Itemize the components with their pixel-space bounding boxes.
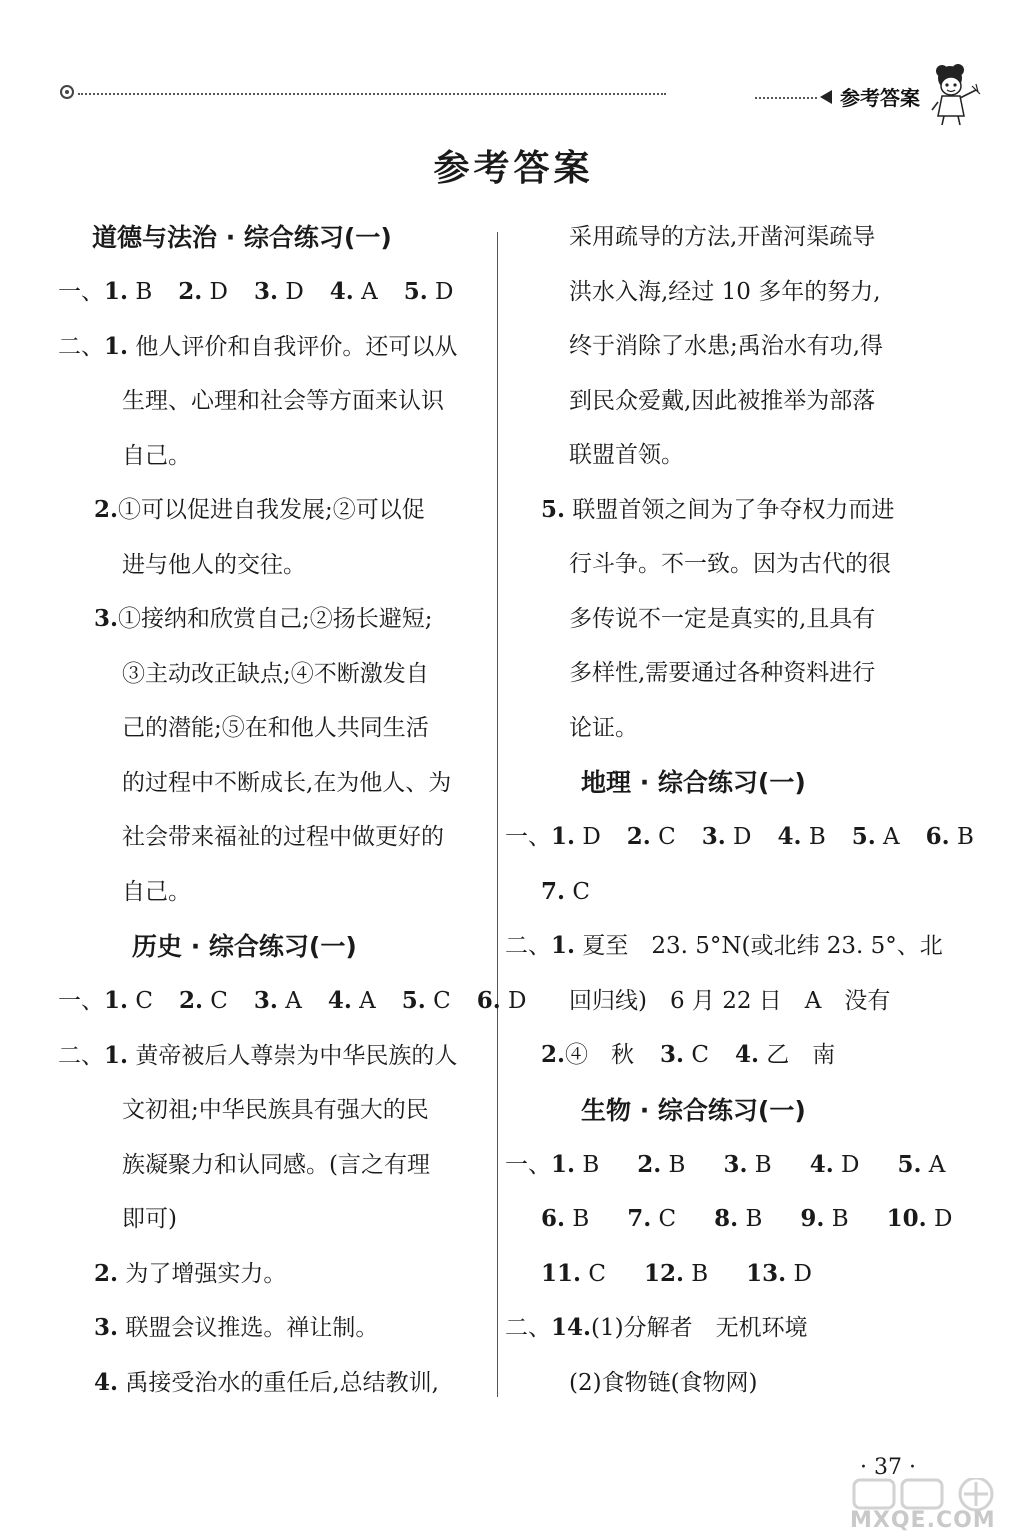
answer-line: 即可) — [122, 1206, 177, 1232]
watermark-text: MXQE.COM — [850, 1508, 996, 1533]
left-column — [58, 210, 527, 1410]
answer-line: (2)食物链(食物网) — [569, 1369, 758, 1396]
answer-line: 论证。 — [569, 714, 638, 741]
answer-line: 进与他人的交往。 — [122, 551, 306, 578]
page-number: · 37 · — [860, 1455, 916, 1480]
answer-row: 2.④ 秋 3. C 4. 乙 南 — [541, 1041, 836, 1068]
answer-row: 11. C 12. B 13. D — [541, 1259, 812, 1287]
answer-line: 二、14.(1)分解者 无机环境 — [505, 1314, 808, 1341]
answer-line: 2.①可以促进自我发展;②可以促 — [94, 496, 425, 523]
answer-row: 7. C — [541, 877, 590, 905]
answer-line: 族凝聚力和认同感。(言之有理 — [122, 1151, 430, 1178]
answer-line: 采用疏导的方法,开凿河渠疏导 — [569, 224, 876, 250]
answer-line: 二、1. 黄帝被后人尊崇为中华民族的人 — [58, 1041, 458, 1069]
page-header — [0, 0, 1027, 130]
answer-row: 一、1. C 2. C 3. A 4. A 5. C 6. D — [58, 987, 527, 1014]
answer-line: 到民众爱戴,因此被推举为部落 — [569, 387, 876, 414]
answer-line: 5. 联盟首领之间为了争夺权力而进 — [541, 495, 895, 523]
section-title-geography: 地理 · 综合练习(一) — [581, 768, 806, 797]
answer-line: ③主动改正缺点;④不断激发自 — [122, 660, 429, 687]
answer-line: 生理、心理和社会等方面来认识 — [122, 388, 444, 414]
answer-line: 2. 为了增强实力。 — [94, 1259, 287, 1287]
triangle-left-icon — [820, 90, 832, 104]
answer-line: 回归线) 6 月 22 日 A 没有 — [569, 987, 891, 1014]
answer-line: 己的潜能;⑤在和他人共同生活 — [122, 715, 429, 741]
answer-line: 二、1. 夏至 23. 5°N(或北纬 23. 5°、北 — [505, 932, 943, 959]
header-dotted-leader — [755, 97, 817, 99]
mascot-icon — [928, 62, 984, 128]
header-circle-icon — [60, 85, 74, 99]
answer-line: 洪水入海,经过 10 多年的努力, — [569, 278, 881, 305]
answer-line: 自己。 — [122, 878, 191, 905]
answer-line: 行斗争。不一致。因为古代的很 — [569, 551, 891, 577]
answer-line: 3. 联盟会议推选。禅让制。 — [94, 1314, 379, 1341]
column-divider — [497, 232, 498, 1397]
answer-line: 联盟首领。 — [569, 442, 684, 468]
answer-row: 一、1. B 2. D 3. D 4. A 5. D — [58, 278, 454, 305]
answer-line: 的过程中不断成长,在为他人、为 — [122, 769, 452, 796]
page-title: 参考答案 — [433, 148, 594, 189]
answer-line: 3.①接纳和欣赏自己;②扬长避短; — [94, 605, 433, 632]
running-title: 参考答案 — [840, 86, 920, 110]
answer-line: 文初祖;中华民族具有强大的民 — [122, 1097, 429, 1123]
section-title-biology: 生物 · 综合练习(一) — [581, 1095, 806, 1125]
answer-line: 多样性,需要通过各种资料进行 — [569, 660, 876, 686]
answer-line: 社会带来福祉的过程中做更好的 — [122, 824, 444, 850]
answer-line: 二、1. 他人评价和自我评价。还可以从 — [58, 332, 458, 360]
section-title-history: 历史 · 综合练习(一) — [132, 932, 357, 961]
answer-line: 终于消除了水患;禹治水有功,得 — [569, 333, 884, 359]
answer-line: 4. 禹接受治水的重任后,总结教训, — [94, 1368, 439, 1396]
right-column — [505, 210, 974, 1410]
answer-row: 6. B 7. C 8. B 9. B 10. D — [541, 1205, 953, 1232]
answer-row: 一、1. B 2. B 3. B 4. D 5. A — [505, 1150, 946, 1178]
answer-row: 一、1. D 2. C 3. D 4. B 5. A 6. B — [505, 823, 974, 850]
answer-line: 自己。 — [122, 442, 191, 469]
header-dotted-rule — [78, 93, 666, 95]
section-title-morality: 道德与法治 · 综合练习(一) — [92, 223, 392, 252]
answer-line: 多传说不一定是真实的,且具有 — [569, 605, 876, 632]
